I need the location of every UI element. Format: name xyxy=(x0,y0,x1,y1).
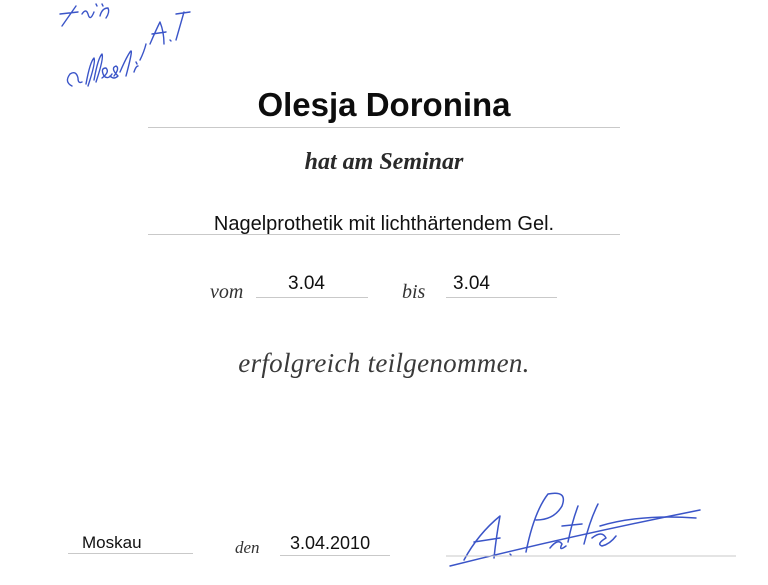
to-label: bis xyxy=(402,281,426,303)
recipient-rule xyxy=(148,127,620,128)
from-rule xyxy=(256,297,368,298)
date-value: 3.04.2010 xyxy=(290,533,371,553)
city-rule xyxy=(68,553,193,554)
to-rule xyxy=(446,297,557,298)
city: Moskau xyxy=(82,533,142,552)
seminar-intro: hat am Seminar xyxy=(304,149,464,175)
course-title: Nagelprothetik mit lichthärtendem Gel. xyxy=(213,213,555,235)
signature xyxy=(440,482,740,572)
course-rule xyxy=(148,234,620,235)
recipient-name: Olesja Doronina xyxy=(257,86,511,123)
from-label: vom xyxy=(210,281,244,303)
from-value: 3.04 xyxy=(288,273,325,294)
date-label: den xyxy=(235,538,260,557)
to-value: 3.04 xyxy=(453,273,490,294)
completion-text: erfolgreich teilgenommen. xyxy=(238,348,530,378)
date-rule xyxy=(280,555,390,556)
